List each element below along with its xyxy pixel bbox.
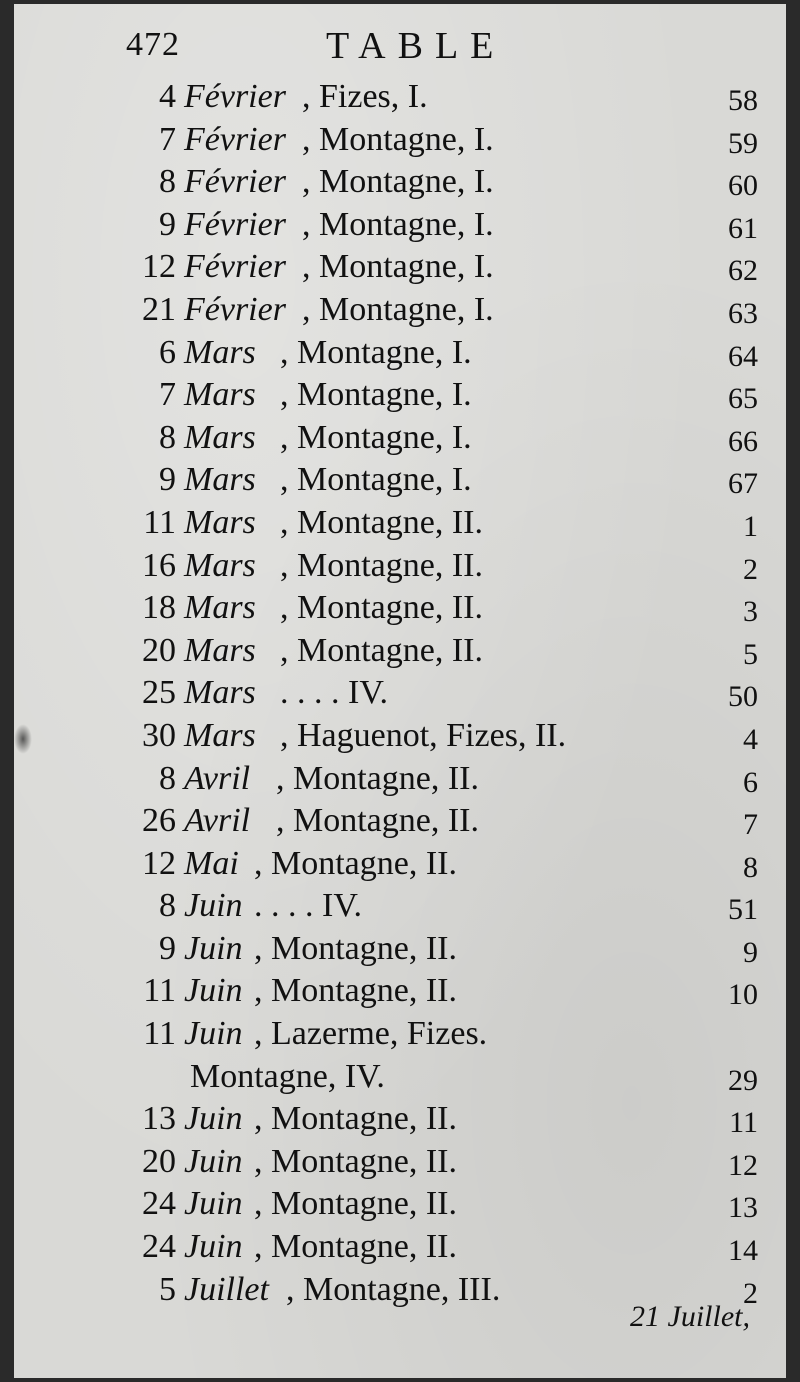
entry-day: 13 xyxy=(142,1100,176,1138)
table-row xyxy=(14,119,786,162)
entry-text: , Montagne, II. xyxy=(254,929,458,967)
table-row xyxy=(14,246,786,289)
entry-month: Mai xyxy=(184,844,239,882)
entry-day: 30 xyxy=(142,716,176,754)
entry-text: , Montagne, II. xyxy=(254,1185,458,1223)
entry-text: , Montagne, I. xyxy=(302,205,494,243)
entry-month: Février xyxy=(184,78,286,115)
entry-text: , Montagne, II. xyxy=(254,844,458,882)
entry-day: 8 xyxy=(159,163,176,201)
entry-page-ref: 12 xyxy=(728,1148,758,1182)
entry-page-ref: 51 xyxy=(728,893,758,927)
entry-month: Février xyxy=(184,205,286,243)
table-row xyxy=(14,1056,786,1099)
entry-text: , Fizes, I. xyxy=(302,78,428,115)
entry-page-ref: 2 xyxy=(743,1276,758,1310)
table-row xyxy=(14,459,786,502)
entry-text: , Montagne, I. xyxy=(280,333,472,371)
entry-month: Février xyxy=(184,290,286,328)
table-row xyxy=(14,417,786,460)
entry-day: 7 xyxy=(159,120,176,158)
entry-page-ref: 7 xyxy=(743,808,758,842)
entry-text: , Montagne, I. xyxy=(302,248,494,286)
entry-page-ref: 5 xyxy=(743,637,758,671)
entry-page-ref: 13 xyxy=(728,1191,758,1225)
entry-month: Juin xyxy=(184,972,243,1010)
table-row xyxy=(14,502,786,545)
entry-page-ref: 6 xyxy=(743,765,758,799)
entry-text: , Montagne, I. xyxy=(280,418,472,456)
entry-day: 20 xyxy=(142,1142,176,1180)
entry-page-ref: 64 xyxy=(728,339,758,373)
table-row xyxy=(14,885,786,928)
entry-day: 11 xyxy=(143,1015,176,1053)
entry-day: 5 xyxy=(159,1270,176,1308)
entry-text: , Montagne, II. xyxy=(254,1142,458,1180)
entry-month: Avril xyxy=(184,802,251,840)
table-row xyxy=(14,630,786,673)
entry-day: 16 xyxy=(142,546,176,584)
entry-day: 9 xyxy=(159,929,176,967)
table-row xyxy=(14,1183,786,1226)
entry-day: 11 xyxy=(143,972,176,1010)
table-row xyxy=(14,970,786,1013)
table-row xyxy=(14,1013,786,1056)
entry-text: , Montagne, I. xyxy=(280,376,472,414)
entry-text: , Montagne, II. xyxy=(280,503,484,541)
entry-page-ref: 59 xyxy=(728,126,758,160)
entry-month: Mars xyxy=(184,589,256,627)
entry-page-ref: 62 xyxy=(728,254,758,288)
entry-text: , Montagne, II. xyxy=(254,1100,458,1138)
entry-month: Mars xyxy=(184,716,256,754)
entry-text: , Montagne, II. xyxy=(280,546,484,584)
entry-day: 18 xyxy=(142,589,176,627)
entry-day: 9 xyxy=(159,461,176,499)
entry-text: , Montagne, II. xyxy=(254,972,458,1010)
entry-text: , Montagne, I. xyxy=(302,120,494,158)
table-row xyxy=(14,800,786,843)
entry-text: , Montagne, II. xyxy=(276,759,480,797)
table-row xyxy=(14,928,786,971)
entry-day: 20 xyxy=(142,631,176,669)
entry-month: Mars xyxy=(184,503,256,541)
entry-month: Mars xyxy=(184,674,256,712)
entry-month: Juin xyxy=(184,929,243,967)
book-page xyxy=(14,4,786,1378)
table-row xyxy=(14,587,786,630)
entry-page-ref: 3 xyxy=(743,595,758,629)
table-entries xyxy=(14,76,786,1311)
entry-day: 25 xyxy=(142,674,176,712)
running-head-title: TABLE xyxy=(326,25,506,67)
entry-text: , Montagne, I. xyxy=(302,163,494,201)
entry-day: 9 xyxy=(159,205,176,243)
catchword: 21 Juillet, xyxy=(630,1300,750,1333)
page-number: 472 xyxy=(126,26,180,63)
entry-day: 7 xyxy=(159,376,176,414)
entry-month: Février xyxy=(184,248,286,286)
entry-page-ref: 29 xyxy=(728,1063,758,1097)
entry-day: 12 xyxy=(142,248,176,286)
entry-day: 8 xyxy=(159,759,176,797)
entry-page-ref: 66 xyxy=(728,424,758,458)
entry-page-ref: 8 xyxy=(743,850,758,884)
entry-day: 4 xyxy=(159,78,176,115)
entry-month: Juin xyxy=(184,887,243,925)
entry-page-ref: 9 xyxy=(743,935,758,969)
table-row xyxy=(14,161,786,204)
entry-page-ref: 63 xyxy=(728,296,758,330)
entry-month: Février xyxy=(184,120,286,158)
entry-page-ref: 60 xyxy=(728,169,758,203)
entry-month: Mars xyxy=(184,376,256,414)
entry-text: , Montagne, I. xyxy=(302,290,494,328)
entry-text: . . . . IV. xyxy=(280,674,388,712)
entry-text: , Haguenot, Fizes, II. xyxy=(280,716,567,754)
entry-text: , Montagne, II. xyxy=(276,802,480,840)
table-row xyxy=(14,1226,786,1269)
table-row xyxy=(14,289,786,332)
entry-text: , Montagne, II. xyxy=(280,631,484,669)
table-row xyxy=(14,758,786,801)
entry-text: , Montagne, II. xyxy=(280,589,484,627)
entry-page-ref: 2 xyxy=(743,552,758,586)
entry-page-ref: 10 xyxy=(728,978,758,1012)
entry-page-ref: 50 xyxy=(728,680,758,714)
entry-month: Mars xyxy=(184,546,256,584)
entry-day: 8 xyxy=(159,418,176,456)
entry-day: 26 xyxy=(142,802,176,840)
table-row xyxy=(14,374,786,417)
table-row xyxy=(14,1098,786,1141)
entry-page-ref: 11 xyxy=(729,1106,758,1140)
entry-text: , Montagne, II. xyxy=(254,1228,458,1266)
table-row xyxy=(14,332,786,375)
entry-day: 8 xyxy=(159,887,176,925)
entry-page-ref: 65 xyxy=(728,382,758,416)
entry-day: 24 xyxy=(142,1228,176,1266)
table-row xyxy=(14,843,786,886)
entry-month: Juin xyxy=(184,1142,243,1180)
entry-text: , Lazerme, Fizes. xyxy=(254,1015,488,1053)
table-row xyxy=(14,204,786,247)
entry-month: Mars xyxy=(184,418,256,456)
table-row xyxy=(14,715,786,758)
entry-text: , Montagne, I. xyxy=(280,461,472,499)
entry-day: 24 xyxy=(142,1185,176,1223)
entry-text: , Montagne, III. xyxy=(286,1270,501,1308)
entry-month: Juillet xyxy=(184,1270,269,1308)
entry-month: Février xyxy=(184,163,286,201)
entry-page-ref: 1 xyxy=(743,509,758,543)
entry-page-ref: 14 xyxy=(728,1234,758,1268)
entry-month: Mars xyxy=(184,631,256,669)
entry-month: Avril xyxy=(184,759,251,797)
entry-day: 21 xyxy=(142,290,176,328)
entry-month: Juin xyxy=(184,1100,243,1138)
entry-month: Mars xyxy=(184,461,256,499)
table-row xyxy=(14,672,786,715)
table-row xyxy=(14,545,786,588)
entry-month: Mars xyxy=(184,333,256,371)
entry-month: Juin xyxy=(184,1015,243,1053)
entry-month: Juin xyxy=(184,1185,243,1223)
entry-day: 12 xyxy=(142,844,176,882)
entry-page-ref: 61 xyxy=(728,211,758,245)
entry-day: 11 xyxy=(143,503,176,541)
table-row xyxy=(14,1141,786,1184)
entry-text: . . . . IV. xyxy=(254,887,362,925)
entry-day: 6 xyxy=(159,333,176,371)
entry-page-ref: 4 xyxy=(743,722,758,756)
entry-page-ref: 58 xyxy=(728,84,758,117)
entry-text: Montagne, IV. xyxy=(190,1057,385,1095)
entry-page-ref: 67 xyxy=(728,467,758,501)
table-row xyxy=(14,76,786,119)
entry-month: Juin xyxy=(184,1228,243,1266)
